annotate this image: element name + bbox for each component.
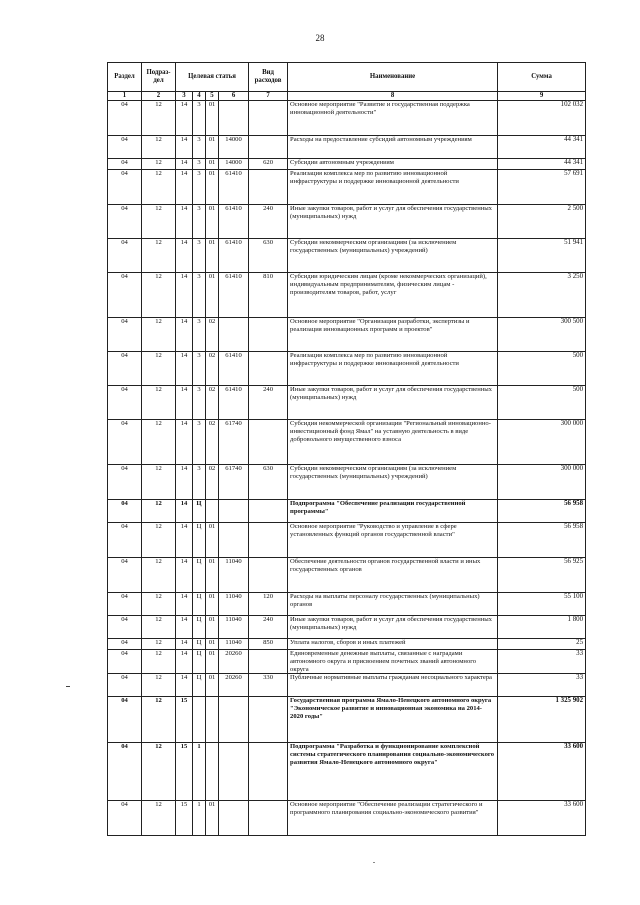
- cell-direction: [219, 500, 249, 523]
- cell-sum: 57 691: [498, 170, 586, 205]
- cell-subprogram: Ц: [193, 500, 206, 523]
- cell-subprogram: 3: [193, 352, 206, 386]
- cell-expense-type: [249, 650, 288, 674]
- cell-program: 14: [176, 352, 193, 386]
- cell-expense-type: 240: [249, 205, 288, 239]
- cell-measure: 01: [206, 136, 219, 159]
- table-row: [108, 558, 586, 593]
- cell-expense-type: [249, 801, 288, 836]
- cell-sum: 1 800: [498, 616, 586, 639]
- cell-name: Субсидии автономным учреждениям: [288, 159, 498, 170]
- cell-measure: [206, 743, 219, 801]
- header-name: Наименование: [288, 63, 498, 92]
- cell-expense-type: [249, 318, 288, 352]
- cell-expense-type: 240: [249, 616, 288, 639]
- header-podrazdel: Подраз-дел: [142, 63, 176, 92]
- cell-sum: 33: [498, 650, 586, 674]
- cell-expense-type: 850: [249, 639, 288, 650]
- cell-name: Обеспечение деятельности органов государственной власти и иных государственных органов: [288, 558, 498, 593]
- cell-razdel: 04: [108, 674, 142, 697]
- cell-expense-type: [249, 170, 288, 205]
- cell-razdel: 04: [108, 136, 142, 159]
- scan-mark: [66, 686, 70, 687]
- table-row: [108, 159, 586, 170]
- cell-expense-type: 330: [249, 674, 288, 697]
- cell-measure: 02: [206, 420, 219, 465]
- cell-expense-type: 620: [249, 159, 288, 170]
- cell-podrazdel: 12: [142, 593, 176, 616]
- cell-measure: 01: [206, 801, 219, 836]
- cell-sum: 33 600: [498, 743, 586, 801]
- cell-podrazdel: 12: [142, 523, 176, 558]
- cell-razdel: 04: [108, 697, 142, 743]
- cell-measure: 01: [206, 650, 219, 674]
- cell-sum: 300 000: [498, 420, 586, 465]
- cell-sum: 56 958: [498, 500, 586, 523]
- cell-direction: [219, 523, 249, 558]
- cell-subprogram: 1: [193, 801, 206, 836]
- cell-subprogram: Ц: [193, 674, 206, 697]
- cell-name: Подпрограмма "Обеспечение реализации государственной программы": [288, 500, 498, 523]
- cell-measure: 01: [206, 523, 219, 558]
- cell-direction: 61410: [219, 239, 249, 273]
- col-number: 5: [206, 92, 219, 101]
- cell-name: Публичные нормативные выплаты гражданам несоциального характера: [288, 674, 498, 697]
- cell-measure: 01: [206, 273, 219, 318]
- cell-sum: 1 325 902: [498, 697, 586, 743]
- cell-measure: 01: [206, 639, 219, 650]
- cell-measure: 01: [206, 101, 219, 136]
- table-row: [108, 697, 586, 743]
- cell-podrazdel: 12: [142, 239, 176, 273]
- cell-expense-type: 630: [249, 239, 288, 273]
- header-target-article: Целевая статья: [176, 63, 249, 92]
- cell-razdel: 04: [108, 650, 142, 674]
- cell-sum: 44 341: [498, 136, 586, 159]
- cell-measure: 01: [206, 558, 219, 593]
- scan-mark: [373, 862, 375, 863]
- cell-program: 14: [176, 101, 193, 136]
- cell-expense-type: [249, 101, 288, 136]
- cell-direction: 11040: [219, 558, 249, 593]
- cell-expense-type: [249, 743, 288, 801]
- cell-sum: 2 500: [498, 205, 586, 239]
- cell-name: Расходы на выплаты персоналу государственных (муниципальных) органов: [288, 593, 498, 616]
- col-number: 2: [142, 92, 176, 101]
- cell-name: Субсидии некоммерческим организациям (за исключением государственных (муниципальных) учреждений): [288, 239, 498, 273]
- cell-podrazdel: 12: [142, 697, 176, 743]
- cell-expense-type: 630: [249, 465, 288, 500]
- cell-expense-type: 810: [249, 273, 288, 318]
- cell-name: Иные закупки товаров, работ и услуг для обеспечения государственных (муниципальных) нужд: [288, 205, 498, 239]
- cell-direction: 61740: [219, 420, 249, 465]
- cell-expense-type: [249, 697, 288, 743]
- table-row: [108, 136, 586, 159]
- cell-direction: 61410: [219, 352, 249, 386]
- header-razdel: Раздел: [108, 63, 142, 92]
- cell-direction: 61410: [219, 170, 249, 205]
- cell-measure: [206, 697, 219, 743]
- cell-sum: 300 500: [498, 318, 586, 352]
- cell-sum: 25: [498, 639, 586, 650]
- table-row: [108, 639, 586, 650]
- cell-razdel: 04: [108, 352, 142, 386]
- cell-razdel: 04: [108, 500, 142, 523]
- cell-direction: 61740: [219, 465, 249, 500]
- cell-subprogram: 3: [193, 101, 206, 136]
- cell-program: 14: [176, 465, 193, 500]
- table-row: [108, 743, 586, 801]
- cell-name: Расходы на предоставление субсидий автономным учреждениям: [288, 136, 498, 159]
- cell-sum: 3 250: [498, 273, 586, 318]
- cell-razdel: 04: [108, 273, 142, 318]
- cell-subprogram: Ц: [193, 593, 206, 616]
- table-row: [108, 674, 586, 697]
- cell-expense-type: 120: [249, 593, 288, 616]
- table-row: [108, 801, 586, 836]
- table-row: [108, 465, 586, 500]
- header-expense-type: Вид расходов: [249, 63, 288, 92]
- cell-measure: 01: [206, 170, 219, 205]
- cell-direction: 14000: [219, 136, 249, 159]
- cell-name: Субсидии юридическим лицам (кроме некоммерческих организаций), индивидуальным предпринимателям, физическим лицам - производителям товаров, работ, услуг: [288, 273, 498, 318]
- cell-program: 14: [176, 205, 193, 239]
- cell-measure: 01: [206, 616, 219, 639]
- table-row: [108, 273, 586, 318]
- cell-measure: [206, 500, 219, 523]
- cell-razdel: 04: [108, 465, 142, 500]
- cell-name: Реализация комплекса мер по развитию инновационной инфраструктуры и поддержке инновационной деятельности: [288, 352, 498, 386]
- cell-program: 15: [176, 743, 193, 801]
- cell-podrazdel: 12: [142, 170, 176, 205]
- table-body: [108, 101, 586, 836]
- cell-podrazdel: 12: [142, 101, 176, 136]
- cell-measure: 02: [206, 465, 219, 500]
- cell-program: 15: [176, 697, 193, 743]
- col-number: 8: [288, 92, 498, 101]
- cell-subprogram: Ц: [193, 650, 206, 674]
- cell-podrazdel: 12: [142, 674, 176, 697]
- cell-program: 14: [176, 500, 193, 523]
- cell-direction: 11040: [219, 616, 249, 639]
- table-row: [108, 239, 586, 273]
- header-sum: Сумма: [498, 63, 586, 92]
- cell-razdel: 04: [108, 743, 142, 801]
- table-row: [108, 170, 586, 205]
- cell-direction: 11040: [219, 639, 249, 650]
- table-row: [108, 593, 586, 616]
- cell-podrazdel: 12: [142, 558, 176, 593]
- cell-razdel: 04: [108, 318, 142, 352]
- cell-name: Основное мероприятие "Обеспечение реализации стратегического и программного планирования социально-экономического развития": [288, 801, 498, 836]
- cell-name: Уплата налогов, сборов и иных платежей: [288, 639, 498, 650]
- cell-podrazdel: 12: [142, 616, 176, 639]
- col-number: 1: [108, 92, 142, 101]
- cell-name: Подпрограмма "Разработка и функционирование комплексной системы стратегического планирования социально-экономического развития Ямало-Ненецкого автономного округа": [288, 743, 498, 801]
- cell-expense-type: [249, 136, 288, 159]
- cell-sum: 300 000: [498, 465, 586, 500]
- cell-expense-type: [249, 558, 288, 593]
- cell-expense-type: 240: [249, 386, 288, 420]
- cell-direction: [219, 318, 249, 352]
- cell-program: 14: [176, 159, 193, 170]
- col-number: 6: [219, 92, 249, 101]
- cell-sum: 102 032: [498, 101, 586, 136]
- cell-name: Иные закупки товаров, работ и услуг для обеспечения государственных (муниципальных) нужд: [288, 616, 498, 639]
- cell-razdel: 04: [108, 420, 142, 465]
- cell-program: 14: [176, 386, 193, 420]
- cell-program: 14: [176, 674, 193, 697]
- cell-sum: 56 958: [498, 523, 586, 558]
- cell-razdel: 04: [108, 616, 142, 639]
- cell-program: 14: [176, 273, 193, 318]
- cell-direction: 14000: [219, 159, 249, 170]
- cell-program: 15: [176, 801, 193, 836]
- cell-razdel: 04: [108, 801, 142, 836]
- cell-subprogram: Ц: [193, 616, 206, 639]
- budget-table: [107, 62, 586, 836]
- cell-name: Реализация комплекса мер по развитию инновационной инфраструктуры и поддержке инновационной деятельности: [288, 170, 498, 205]
- cell-name: Основное мероприятие "Организация разработки, экспертизы и реализация инновационных программ и проектов": [288, 318, 498, 352]
- table-row: [108, 650, 586, 674]
- cell-program: 14: [176, 170, 193, 205]
- cell-podrazdel: 12: [142, 801, 176, 836]
- cell-razdel: 04: [108, 386, 142, 420]
- cell-subprogram: 3: [193, 136, 206, 159]
- table-row: [108, 352, 586, 386]
- cell-program: 14: [176, 558, 193, 593]
- cell-expense-type: [249, 352, 288, 386]
- cell-podrazdel: 12: [142, 420, 176, 465]
- cell-podrazdel: 12: [142, 386, 176, 420]
- cell-name: Субсидии некоммерческим организациям (за исключением государственных (муниципальных) учреждений): [288, 465, 498, 500]
- cell-program: 14: [176, 523, 193, 558]
- cell-podrazdel: 12: [142, 743, 176, 801]
- cell-subprogram: 3: [193, 273, 206, 318]
- col-number: 4: [193, 92, 206, 101]
- cell-sum: 500: [498, 386, 586, 420]
- cell-measure: 02: [206, 318, 219, 352]
- cell-measure: 02: [206, 352, 219, 386]
- cell-podrazdel: 12: [142, 159, 176, 170]
- cell-sum: 33: [498, 674, 586, 697]
- cell-subprogram: [193, 697, 206, 743]
- table-row: [108, 205, 586, 239]
- cell-expense-type: [249, 500, 288, 523]
- cell-direction: 11040: [219, 593, 249, 616]
- cell-subprogram: 3: [193, 159, 206, 170]
- cell-direction: 61410: [219, 273, 249, 318]
- table-row: [108, 386, 586, 420]
- table-row: [108, 523, 586, 558]
- cell-name: Субсидия некоммерческой организации "Региональный инновационно-инвестиционный фонд Ямал" на уставную деятельность в виде добровольного имущественного взноса: [288, 420, 498, 465]
- cell-sum: 56 925: [498, 558, 586, 593]
- col-number: 7: [249, 92, 288, 101]
- cell-measure: 02: [206, 386, 219, 420]
- cell-subprogram: Ц: [193, 639, 206, 650]
- cell-podrazdel: 12: [142, 465, 176, 500]
- cell-podrazdel: 12: [142, 639, 176, 650]
- col-number: 9: [498, 92, 586, 101]
- cell-podrazdel: 12: [142, 318, 176, 352]
- cell-sum: 55 100: [498, 593, 586, 616]
- cell-subprogram: 3: [193, 205, 206, 239]
- table-row: [108, 420, 586, 465]
- table-row: [108, 616, 586, 639]
- table-row: [108, 318, 586, 352]
- cell-direction: 20260: [219, 674, 249, 697]
- cell-subprogram: 3: [193, 239, 206, 273]
- cell-direction: 20260: [219, 650, 249, 674]
- cell-name: Государственная программа Ямало-Ненецкого автономного округа "Экономическое развитие и инновационная экономика на 2014-2020 годы": [288, 697, 498, 743]
- cell-measure: 01: [206, 674, 219, 697]
- cell-sum: 500: [498, 352, 586, 386]
- cell-direction: [219, 697, 249, 743]
- cell-podrazdel: 12: [142, 205, 176, 239]
- cell-podrazdel: 12: [142, 352, 176, 386]
- cell-podrazdel: 12: [142, 273, 176, 318]
- table-row: [108, 101, 586, 136]
- cell-subprogram: 3: [193, 170, 206, 205]
- cell-measure: 01: [206, 205, 219, 239]
- cell-subprogram: 3: [193, 318, 206, 352]
- cell-program: 14: [176, 639, 193, 650]
- cell-razdel: 04: [108, 159, 142, 170]
- cell-measure: 01: [206, 593, 219, 616]
- cell-razdel: 04: [108, 239, 142, 273]
- cell-razdel: 04: [108, 639, 142, 650]
- cell-razdel: 04: [108, 101, 142, 136]
- cell-podrazdel: 12: [142, 650, 176, 674]
- cell-razdel: 04: [108, 205, 142, 239]
- cell-subprogram: Ц: [193, 558, 206, 593]
- cell-subprogram: 3: [193, 386, 206, 420]
- cell-subprogram: 1: [193, 743, 206, 801]
- cell-podrazdel: 12: [142, 500, 176, 523]
- cell-measure: 01: [206, 159, 219, 170]
- cell-program: 14: [176, 239, 193, 273]
- cell-program: 14: [176, 318, 193, 352]
- cell-direction: [219, 101, 249, 136]
- cell-name: Единовременные денежные выплаты, связанные с наградами автономного округа и присвоением почетных званий автономного округа: [288, 650, 498, 674]
- cell-program: 14: [176, 136, 193, 159]
- cell-measure: 01: [206, 239, 219, 273]
- cell-razdel: 04: [108, 558, 142, 593]
- cell-razdel: 04: [108, 593, 142, 616]
- cell-razdel: 04: [108, 170, 142, 205]
- cell-razdel: 04: [108, 523, 142, 558]
- cell-expense-type: [249, 420, 288, 465]
- cell-podrazdel: 12: [142, 136, 176, 159]
- cell-sum: 33 600: [498, 801, 586, 836]
- cell-expense-type: [249, 523, 288, 558]
- cell-direction: 61410: [219, 386, 249, 420]
- cell-program: 14: [176, 593, 193, 616]
- cell-subprogram: 3: [193, 420, 206, 465]
- page-number: 28: [315, 33, 325, 43]
- cell-name: Иные закупки товаров, работ и услуг для обеспечения государственных (муниципальных) нужд: [288, 386, 498, 420]
- cell-name: Основное мероприятие "Развитие и государственная поддержка инновационной деятельности": [288, 101, 498, 136]
- cell-direction: [219, 743, 249, 801]
- cell-program: 14: [176, 616, 193, 639]
- cell-program: 14: [176, 420, 193, 465]
- cell-subprogram: 3: [193, 465, 206, 500]
- table-row: [108, 500, 586, 523]
- cell-subprogram: Ц: [193, 523, 206, 558]
- cell-direction: [219, 801, 249, 836]
- cell-direction: 61410: [219, 205, 249, 239]
- cell-sum: 44 341: [498, 159, 586, 170]
- cell-name: Основное мероприятие "Руководство и управление в сфере установленных функций органов государственной власти": [288, 523, 498, 558]
- col-number: 3: [176, 92, 193, 101]
- cell-sum: 51 941: [498, 239, 586, 273]
- cell-program: 14: [176, 650, 193, 674]
